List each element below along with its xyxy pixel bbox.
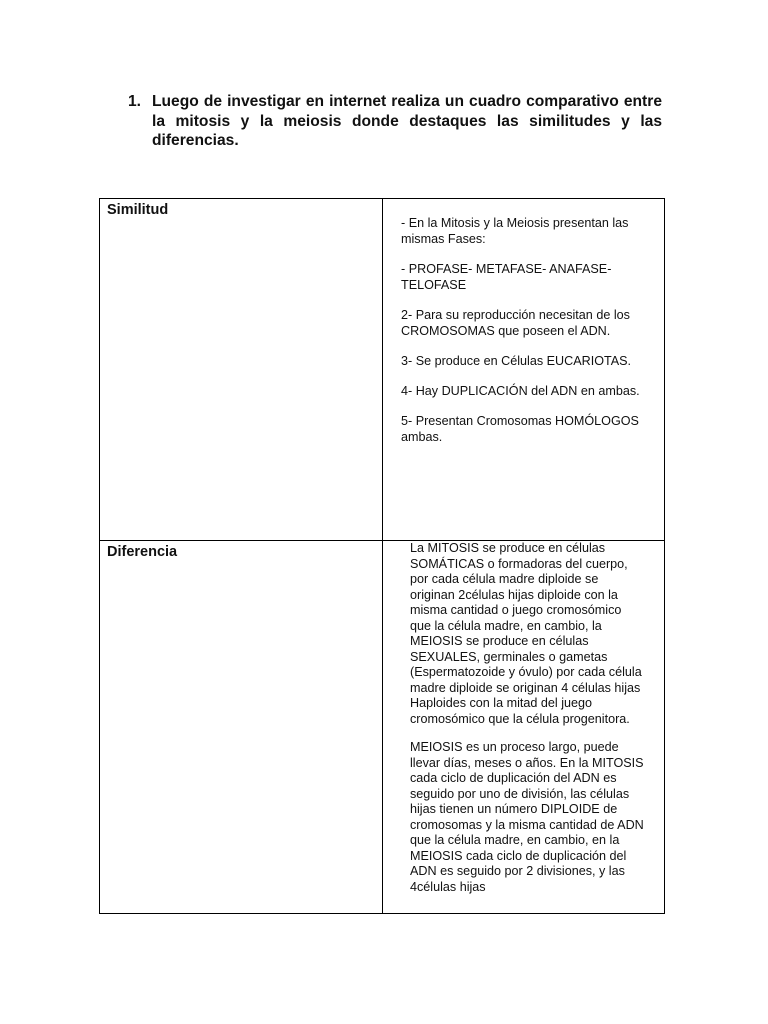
- question-text: Luego de investigar en internet realiza un cuadro comparativo entre la mitosis y la meiosis donde destaques las similitudes y las diferencias.: [152, 93, 662, 149]
- similitud-label: Similitud: [107, 202, 169, 218]
- diferencia-row: [100, 541, 665, 914]
- question-item: [128, 92, 662, 151]
- similitud-content-cell: [383, 199, 665, 541]
- diferencia-clip: [383, 541, 664, 913]
- similitud-row: [100, 199, 665, 541]
- diferencia-content-cell: [383, 541, 665, 914]
- similitud-label-cell: [100, 199, 383, 541]
- comparison-table: [99, 198, 665, 914]
- similitud-paragraph: - PROFASE- METAFASE- ANAFASE-TELOFASE: [401, 262, 612, 292]
- diferencia-content: [383, 541, 664, 895]
- similitud-paragraph: 4- Hay DUPLICACIÓN del ADN en ambas.: [401, 384, 640, 398]
- similitud-paragraph: 5- Presentan Cromosomas HOMÓLOGOS ambas.: [401, 414, 639, 444]
- similitud-paragraph: 3- Se produce en Células EUCARIOTAS.: [401, 354, 632, 368]
- diferencia-label-cell: [100, 541, 383, 914]
- diferencia-paragraph: MEIOSIS es un proceso largo, puede llevar días, meses o años. En la MITOSIS cada ciclo de duplicación del ADN es seguido por uno de división, las células hijas tienen un número DIPLOIDE de cromosomas y la misma cantidad de ADN que la célula madre, en cambio, en la MEIOSIS cada ciclo de duplicación del ADN es seguido por 2 divisiones, y las 4células hijas: [410, 740, 644, 894]
- question-number: 1.: [128, 93, 142, 110]
- similitud-content: [383, 199, 664, 445]
- similitud-paragraph: - En la Mitosis y la Meiosis presentan las mismas Fases:: [401, 216, 629, 246]
- similitud-paragraph: 2- Para su reproducción necesitan de los CROMOSOMAS que poseen el ADN.: [401, 308, 630, 338]
- diferencia-paragraph: La MITOSIS se produce en células SOMÁTICAS o formadoras del cuerpo, por cada célula madre diploide se originan 2células hijas diploide con la misma cantidad o juego cromosómico que la célula madre, en cambio, la MEIOSIS se produce en células SEXUALES, germinales o gametas (Espermatozoide y óvulo) por cada célula madre diploide se originan 4 células hijas Haploides con la mitad del juego cromosómico que la célula progenitora.: [410, 541, 642, 726]
- diferencia-label: Diferencia: [107, 544, 178, 560]
